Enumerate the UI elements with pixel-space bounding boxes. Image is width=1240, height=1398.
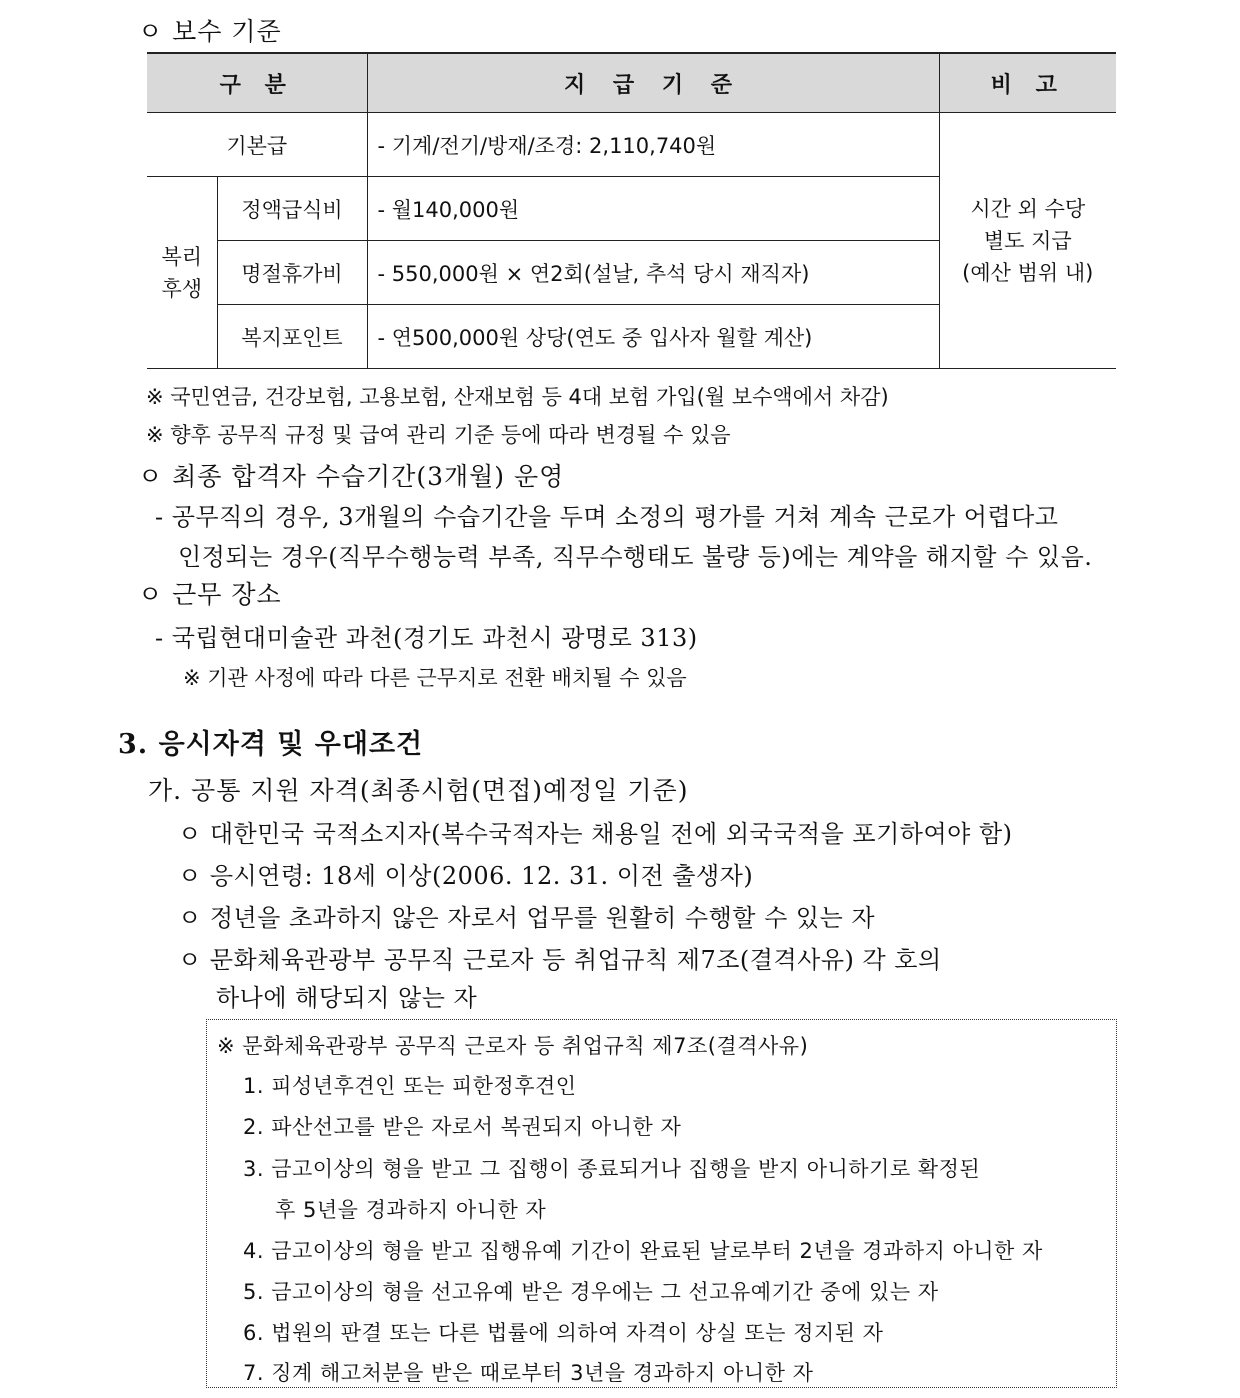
remark-line: (예산 범위 내) (962, 260, 1094, 285)
box-item: 1. 피성년후견인 또는 피한정후견인 (243, 1074, 577, 1098)
pay-table (147, 52, 1116, 369)
box-title: ※ 문화체육관광부 공무직 근로자 등 취업규칙 제7조(결격사유) (217, 1034, 809, 1058)
welfare-item-label: 정액급식비 (217, 177, 367, 241)
welfare-group-line: 복리 (161, 244, 203, 269)
header-criteria: 지 급 기 준 (367, 53, 939, 113)
pay-note: ※ 향후 공무직 규정 및 급여 관리 기준 등에 따라 변경될 수 있음 (146, 423, 731, 447)
workplace-heading: ㅇ 근무 장소 (138, 580, 282, 609)
welfare-item-value: - 550,000원 × 연2회(설날, 추석 당시 재직자) (367, 241, 939, 305)
qualification-item: ㅇ 문화체육관광부 공무직 근로자 등 취업규칙 제7조(결격사유) 각 호의 (178, 946, 942, 974)
qualification-item-cont: 하나에 해당되지 않는 자 (216, 984, 478, 1012)
remark-line: 별도 지급 (983, 228, 1072, 253)
box-item: 5. 금고이상의 형을 선고유예 받은 경우에는 그 선고유예기간 중에 있는 자 (243, 1280, 939, 1304)
box-item: 3. 금고이상의 형을 받고 그 집행이 종료되거나 집행을 받지 아니하기로 확정된 (243, 1157, 981, 1181)
qualification-item: ㅇ 정년을 초과하지 않은 자로서 업무를 원활히 수행할 수 있는 자 (178, 904, 876, 932)
welfare-group-label (147, 177, 217, 369)
box-item: 2. 파산선고를 받은 자로서 복권되지 아니한 자 (243, 1115, 682, 1139)
box-item: 7. 징계 해고처분을 받은 때로부터 3년을 경과하지 아니한 자 (243, 1361, 814, 1385)
section-title: 3. 응시자격 및 우대조건 (118, 729, 424, 760)
base-pay-label: 기본급 (147, 113, 367, 177)
welfare-item-label: 명절휴가비 (217, 241, 367, 305)
pay-note: ※ 국민연금, 건강보험, 고용보험, 산재보험 등 4대 보험 가입(월 보수액에서 차감) (146, 385, 889, 409)
pay-heading: ㅇ 보수 기준 (138, 17, 282, 46)
welfare-item-value: - 연500,000원 상당(연도 중 입사자 월할 계산) (367, 305, 939, 369)
box-item-cont: 후 5년을 경과하지 아니한 자 (275, 1198, 547, 1222)
welfare-group-line: 후생 (161, 276, 203, 301)
qualification-item: ㅇ 응시연령: 18세 이상(2006. 12. 31. 이전 출생자) (178, 862, 754, 890)
probation-line: - 공무직의 경우, 3개월의 수습기간을 두며 소정의 평가를 거쳐 계속 근로가 어렵다고 (155, 503, 1059, 531)
remark-cell (939, 113, 1116, 369)
header-category: 구 분 (147, 53, 367, 113)
remark-line: 시간 외 수당 (970, 196, 1086, 221)
disqualification-box (206, 1019, 1117, 1388)
workplace-note: ※ 기관 사정에 따라 다른 근무지로 전환 배치될 수 있음 (183, 666, 687, 690)
base-pay-value: - 기계/전기/방재/조경: 2,110,740원 (367, 113, 939, 177)
box-item: 4. 금고이상의 형을 받고 집행유예 기간이 완료된 날로부터 2년을 경과하지 아니한 자 (243, 1239, 1043, 1263)
welfare-item-label: 복지포인트 (217, 305, 367, 369)
qualification-item: ㅇ 대한민국 국적소지자(복수국적자는 채용일 전에 외국국적을 포기하여야 함) (178, 820, 1013, 848)
header-remark: 비 고 (939, 53, 1116, 113)
probation-line: 인정되는 경우(직무수행능력 부족, 직무수행태도 불량 등)에는 계약을 해지할 수 있음. (178, 543, 1093, 571)
welfare-item-value: - 월140,000원 (367, 177, 939, 241)
section-subtitle: 가. 공통 지원 자격(최종시험(면접)예정일 기준) (148, 776, 689, 805)
box-item: 6. 법원의 판결 또는 다른 법률에 의하여 자격이 상실 또는 정지된 자 (243, 1321, 884, 1345)
workplace-line: - 국립현대미술관 과천(경기도 과천시 광명로 313) (155, 624, 698, 652)
probation-heading: ㅇ 최종 합격자 수습기간(3개월) 운영 (138, 462, 565, 491)
